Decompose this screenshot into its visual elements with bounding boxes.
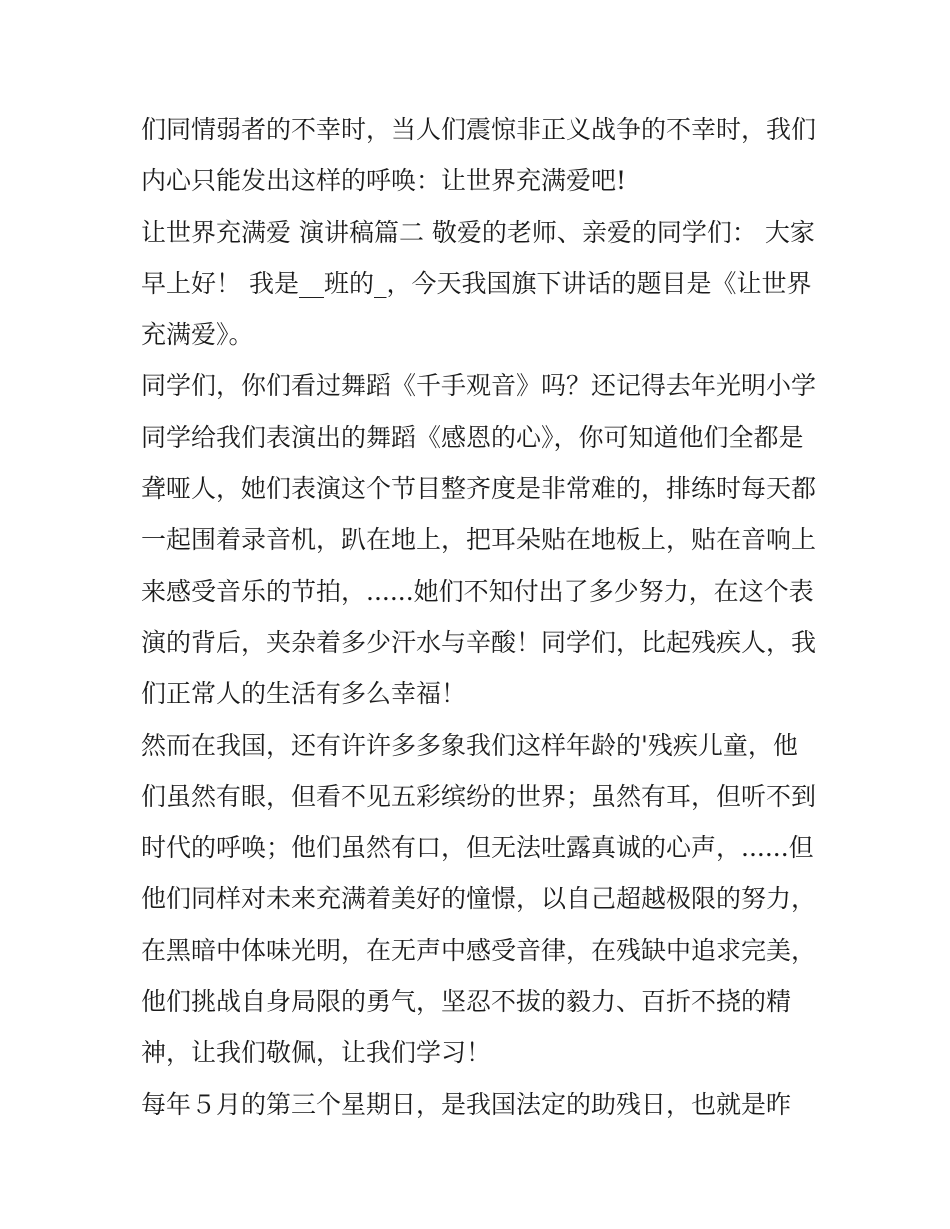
text-line: 时代的呼唤；他们虽然有口，但无法吐露真诚的心声，......但 (141, 833, 814, 863)
text-line: 们正常人的生活有多么幸福！ (141, 679, 467, 709)
text-line: 一起围着录音机，趴在地上，把耳朵贴在地板上，贴在音响上 (141, 525, 817, 555)
text-line: 同学们，你们看过舞蹈《千手观音》吗？还记得去年光明小学 (141, 371, 817, 401)
text-line: 内心只能发出这样的呼唤：让世界充满爱吧! (141, 166, 627, 196)
text-line: 演的背后，夹杂着多少汗水与辛酸！同学们，比起残疾人，我 (141, 627, 817, 657)
text-line: 充满爱》。 (141, 320, 254, 350)
text-line: 们同情弱者的不幸时，当人们震惊非正义战争的不幸时，我们 (141, 115, 817, 144)
text-line: 然而在我国，还有许许多多象我们这样年龄的'残疾儿童，他 (141, 730, 798, 760)
text-line: 们虽然有眼，但看不见五彩缤纷的世界；虽然有耳，但听不到 (141, 781, 817, 811)
text-line: 每年５月的第三个星期日，是我国法定的助残日，也就是昨 (141, 1089, 792, 1119)
speech-text (141, 104, 821, 1130)
text-line: 来感受音乐的节拍，......她们不知付出了多少努力，在这个表 (141, 576, 814, 606)
text-line: 早上好！ 我是__班的_，今天我国旗下讲话的题目是《让世界 (141, 268, 812, 298)
text-line: 聋哑人，她们表演这个节目整齐度是非常难的，排练时每天都 (141, 474, 817, 504)
text-line: 同学给我们表演出的舞蹈《感恩的心》，你可知道他们全都是 (141, 422, 804, 452)
text-line: 神，让我们敬佩，让我们学习！ (141, 1038, 492, 1068)
text-line: 他们同样对未来充满着美好的憧憬，以自己超越极限的努力， (141, 884, 817, 914)
text-line: 在黑暗中体味光明，在无声中感受音律，在残缺中追求完美， (141, 935, 817, 965)
text-line: 让世界充满爱 演讲稿篇二 敬爱的老师、亲爱的同学们： 大家 (141, 217, 815, 247)
text-line: 他们挑战自身局限的勇气，坚忍不拔的毅力、百折不挠的精 (141, 987, 792, 1017)
